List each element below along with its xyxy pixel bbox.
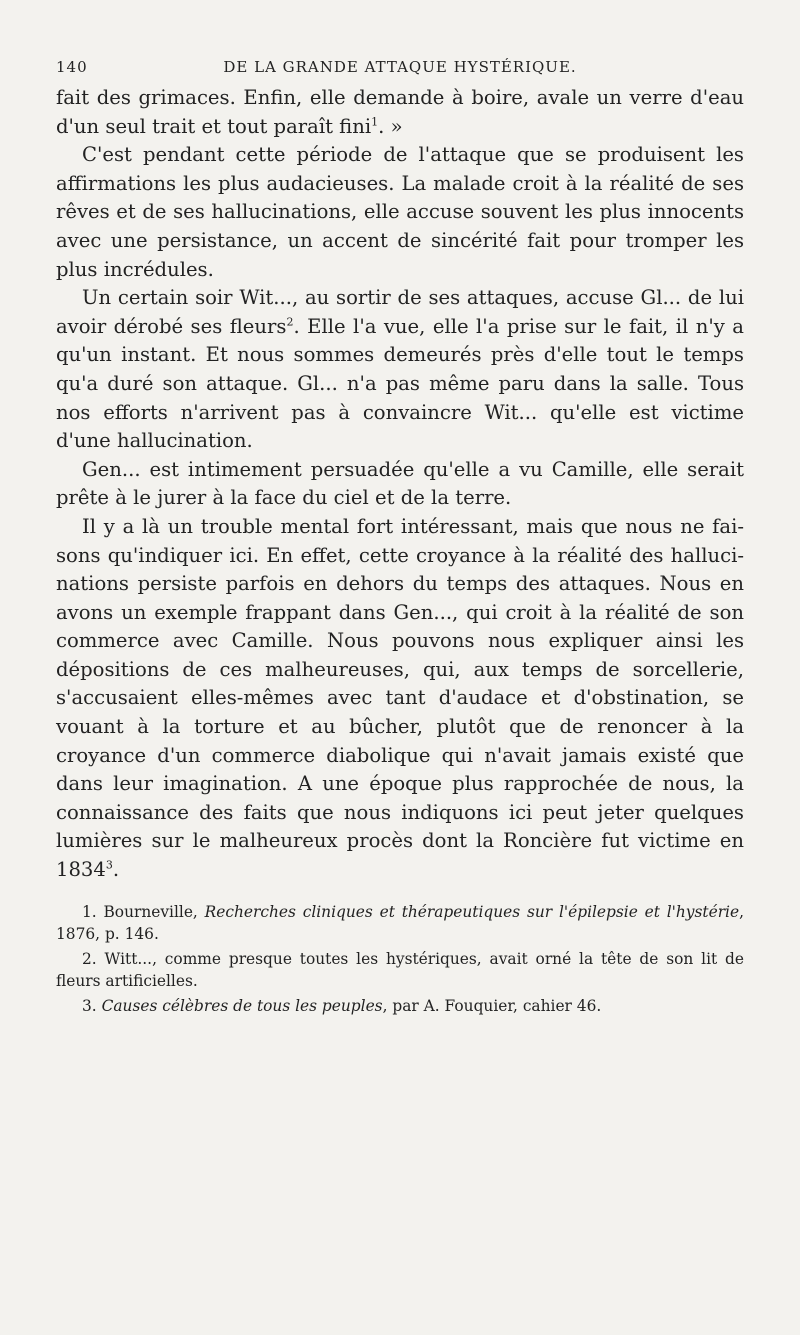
paragraph-text-after: . » — [378, 114, 403, 138]
footnote-ref: 1 — [371, 115, 379, 129]
footnote-text-after: , 1876, p. 146. — [56, 902, 744, 943]
page-number: 140 — [56, 58, 88, 76]
running-head — [56, 58, 744, 84]
footnote-italic: Recherches cliniques et thérapeutiques sur l'épilepsie et l'hystérie — [204, 902, 740, 921]
book-page — [56, 58, 744, 1017]
footnote-number: 3. — [82, 996, 102, 1015]
paragraph — [56, 513, 744, 885]
paragraph-text: Gen... est intimement persuadée qu'elle a vu Camille, elle serait prête à le jurer à la face du ciel et de la terre. — [56, 457, 744, 510]
footnote-ref: 3 — [105, 858, 113, 872]
footnote-number: 1. — [82, 902, 104, 921]
paragraph-text: Un certain soir Wit..., au sortir de ses attaques, accuse Gl... de lui avoir dérobé ses fleurs — [56, 286, 744, 338]
paragraph-text: fait des grimaces. Enfin, elle demande à boire, avale un verre d'eau d'un seul trait et tout paraît fini — [56, 86, 744, 138]
paragraph — [56, 84, 744, 141]
footnote — [56, 948, 744, 992]
footnote-text: Bourneville, — [103, 902, 205, 921]
paragraph — [56, 456, 744, 513]
footnote-ref: 2 — [286, 315, 294, 329]
footnote — [56, 995, 744, 1017]
paragraph — [56, 284, 744, 456]
paragraph — [56, 141, 744, 284]
paragraph-text-after: . Elle l'a vue, elle l'a prise sur le fait, il n'y a qu'un instant. Et nous sommes demeurés près d'elle tout le temps qu'a duré son attaque. Gl... n'a pas même paru dans la salle. Tous nos efforts n'arrivent pas à convaincre Wit... qu'elle est victime d'une hallucination. — [56, 314, 744, 453]
paragraph-text: C'est pendant cette période de l'attaque que se produisent les affirmations les plus audacieuses. La malade croit à la réalité de ses rêves et de ses hallucinations, elle accuse souvent les plus innocents avec une persistance, un accent de sincérité fait pour tromper les plus incrédules. — [56, 143, 744, 281]
body-text — [56, 84, 744, 885]
footnote-text: Witt..., comme presque toutes les hystériques, avait orné la tête de son lit de fleurs artificielles. — [56, 949, 745, 990]
paragraph-text: Il y a là un trouble mental fort intéressant, mais que nous ne faisons qu'indiquer ici. En effet, cette croyance à la réalité des hallucinations persiste parfois en dehors du temps des attaques. Nous en avons un exemple frappant dans Gen..., qui croit à la réalité de son commerce avec Camille. Nous pouvons nous expliquer ainsi les dépositions de ces malheureuses, qui, aux temps de sorcellerie, s'accusaient elles-mêmes avec tant d'audace et d'obstination, se vouant à la torture et au bûcher, plutôt que de renoncer à la croyance d'un commerce diabolique qui n'avait jamais existé que dans leur imagination. A une époque plus rapprochée de nous, la connaissance des faits que nous indiquons ici peut jeter quelques lumières sur le malheureux procès dont la Roncière fut victime en 1834 — [56, 514, 744, 882]
footnote-italic: Causes célèbres de tous les peuples — [101, 996, 383, 1015]
footnote-number: 2. — [82, 949, 105, 968]
footnotes — [56, 901, 744, 1017]
footnote — [56, 901, 744, 945]
running-title: DE LA GRANDE ATTAQUE HYSTÉRIQUE. — [223, 58, 577, 76]
footnote-text-after: , par A. Fouquier, cahier 46. — [382, 996, 602, 1015]
paragraph-text-after: . — [112, 858, 120, 882]
